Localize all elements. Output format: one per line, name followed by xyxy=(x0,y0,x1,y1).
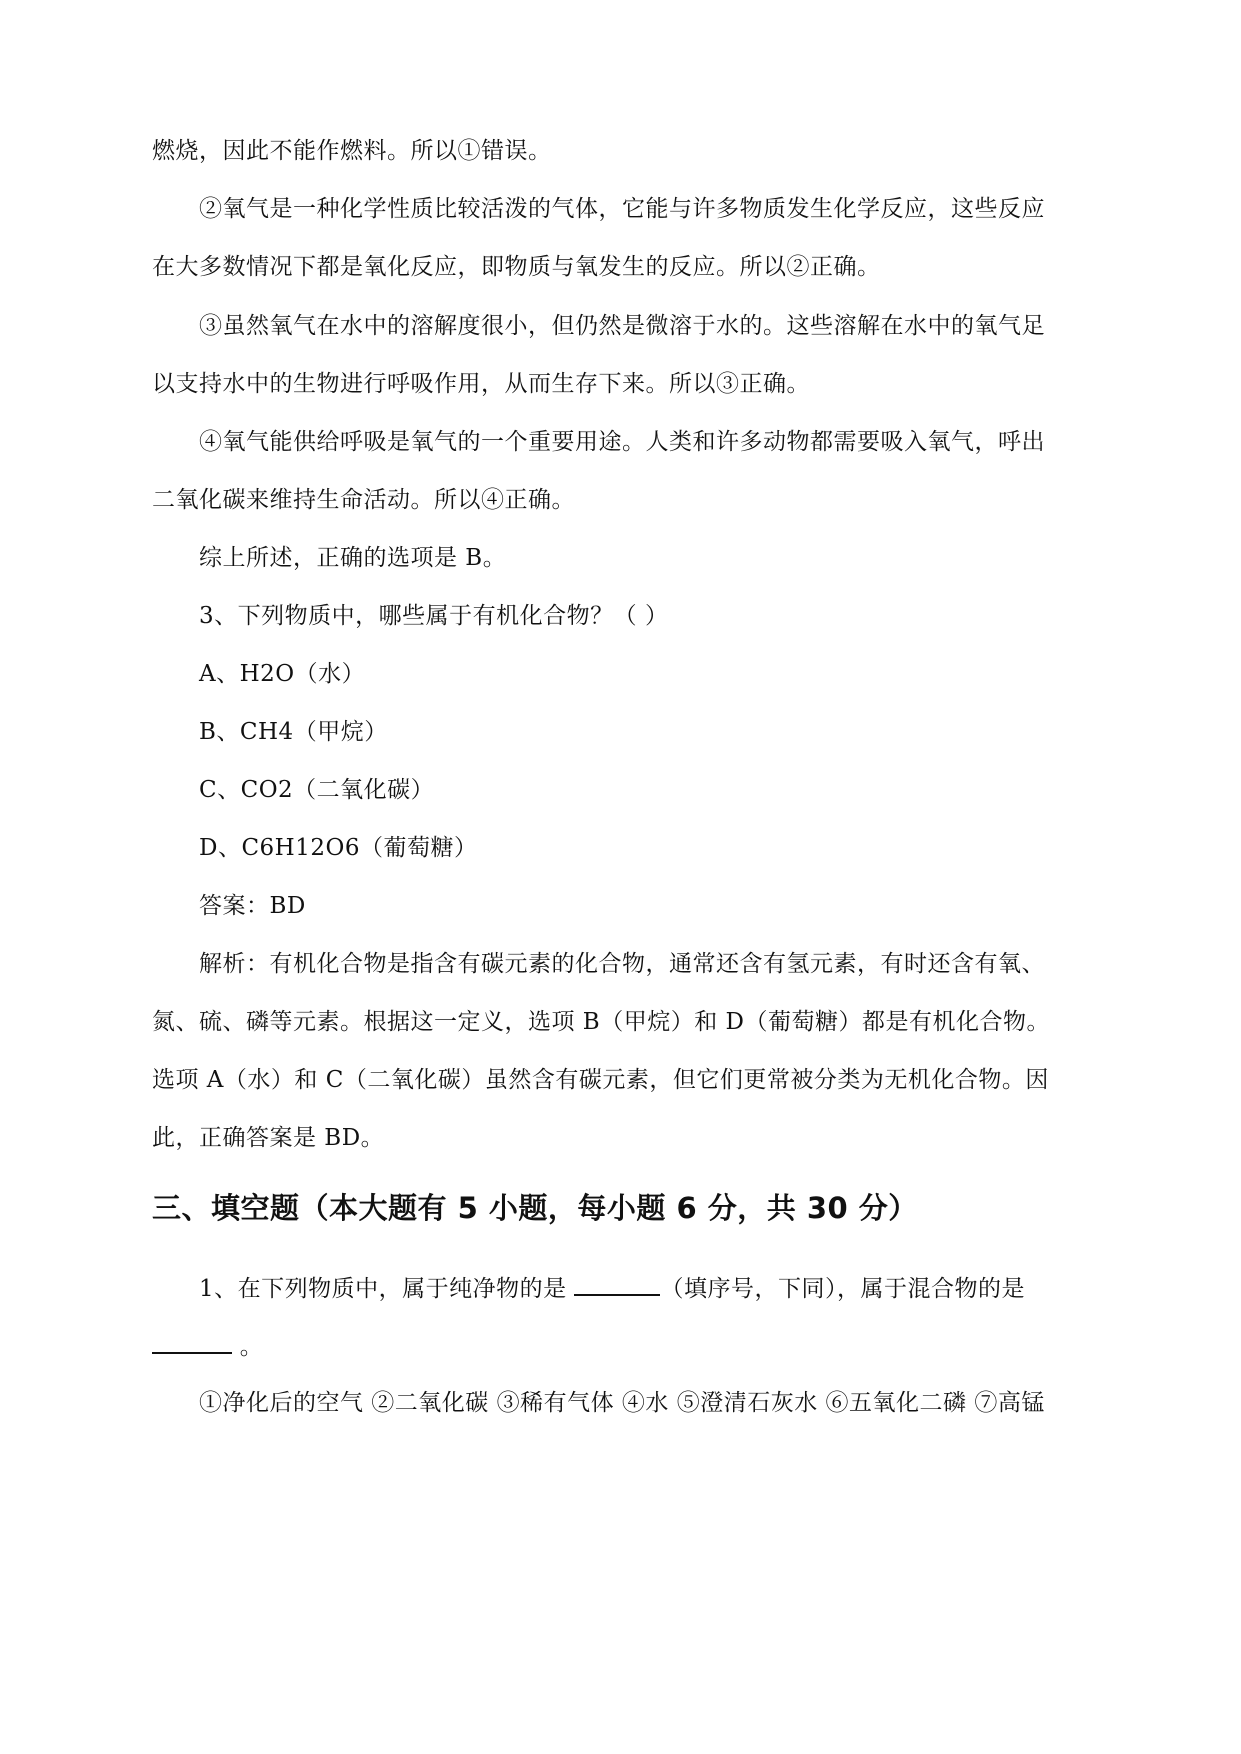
substance-list: ①净化后的空气 ②二氧化碳 ③稀有气体 ④水 ⑤澄清石灰水 ⑥五氧化二磷 ⑦高锰 xyxy=(199,1390,1045,1416)
analysis-line: 选项 A（水）和 C（二氧化碳）虽然含有碳元素，但它们更常被分类为无机化合物。因 xyxy=(152,1067,1049,1093)
option-b: B、CH4（甲烷） xyxy=(199,719,388,745)
fill-question-text: 。 xyxy=(232,1334,264,1360)
option-a: A、H2O（水） xyxy=(199,661,366,687)
paragraph-line: 燃烧，因此不能作燃料。所以①错误。 xyxy=(152,138,552,164)
section-heading: 三、填空题（本大题有 5 小题，每小题 6 分，共 30 分） xyxy=(152,1191,918,1225)
option-d: D、C6H12O6（葡萄糖） xyxy=(199,835,478,861)
answer-line: 答案：BD xyxy=(199,893,306,919)
summary-line: 综上所述，正确的选项是 B。 xyxy=(199,545,507,571)
answer-blank-mixture[interactable] xyxy=(152,1330,232,1354)
paragraph-line: ④氧气能供给呼吸是氧气的一个重要用途。人类和许多动物都需要吸入氧气，呼出 xyxy=(199,429,1045,455)
paragraph-line: ②氧气是一种化学性质比较活泼的气体，它能与许多物质发生化学反应，这些反应 xyxy=(199,196,1045,222)
question-stem: 3、下列物质中，哪些属于有机化合物？（ ） xyxy=(199,603,669,629)
fill-question-line xyxy=(199,1272,1139,1304)
paragraph-line: 二氧化碳来维持生命活动。所以④正确。 xyxy=(152,487,575,513)
analysis-line: 解析：有机化合物是指含有碳元素的化合物，通常还含有氢元素，有时还含有氧、 xyxy=(199,951,1045,977)
paragraph-line: 以支持水中的生物进行呼吸作用，从而生存下来。所以③正确。 xyxy=(152,371,810,397)
option-c: C、CO2（二氧化碳） xyxy=(199,777,435,803)
answer-blank-pure[interactable] xyxy=(574,1272,660,1296)
paragraph-line: 在大多数情况下都是氧化反应，即物质与氧发生的反应。所以②正确。 xyxy=(152,254,881,280)
analysis-line: 氮、硫、磷等元素。根据这一定义，选项 B（甲烷）和 D（葡萄糖）都是有机化合物。 xyxy=(152,1009,1050,1035)
fill-question-text: 1、在下列物质中，属于纯净物的是 xyxy=(199,1276,575,1302)
analysis-line: 此，正确答案是 BD。 xyxy=(152,1125,385,1151)
fill-question-text: （填序号，下同），属于混合物的是 xyxy=(660,1276,1025,1302)
paragraph-line: ③虽然氧气在水中的溶解度很小，但仍然是微溶于水的。这些溶解在水中的氧气足 xyxy=(199,313,1045,339)
fill-question-line xyxy=(152,1330,1092,1362)
